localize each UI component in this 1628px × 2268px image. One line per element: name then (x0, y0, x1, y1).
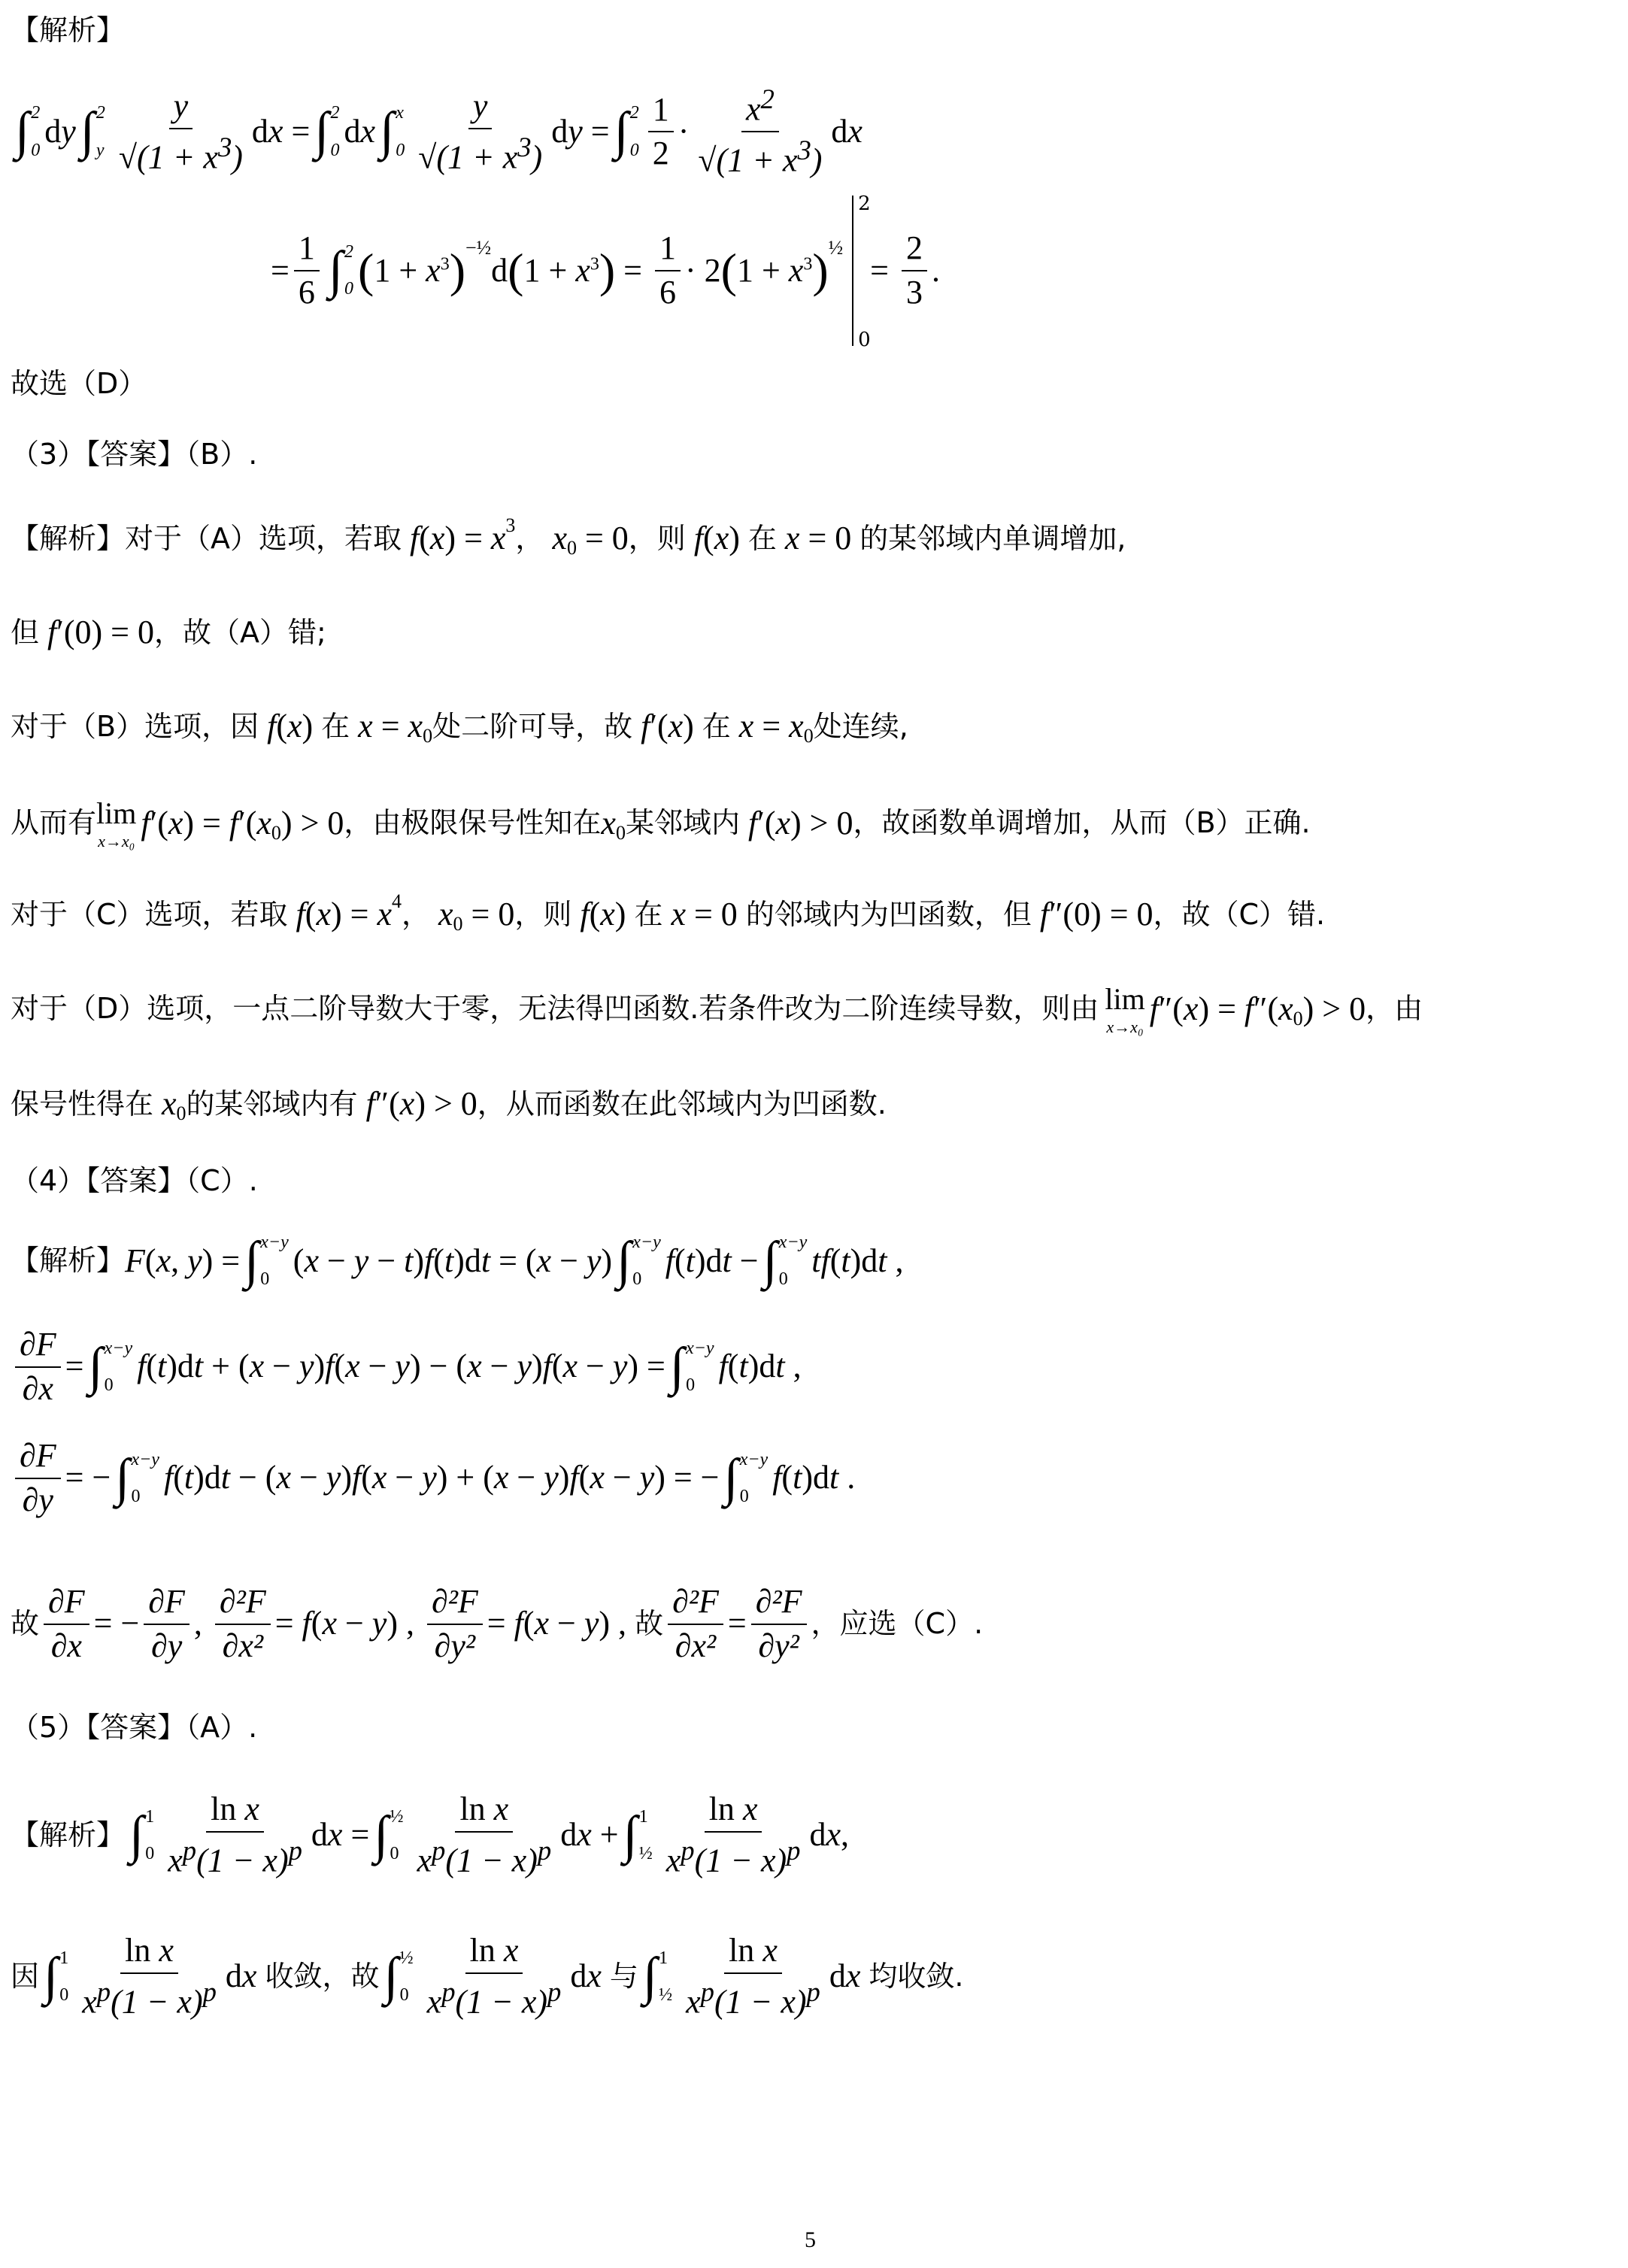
double-integral-equation: ∫ 2 0 dy ∫ 2 y $\frac{y}{√(1 + x^3)}$ dx = ∫ 2 0 dx ∫ x 0 $\frac{y}{√(1 + x^3)}$ dy = ∫ 2 0 $\frac{1}{2}$ · $\frac{x^2}{√(1 + x^3)}$ dx (15, 83, 863, 180)
q3-analysis-line-2: 但 f ′(0) = 0 ，故（A）错; (11, 614, 326, 650)
q3-analysis-line-5: 对于（C）选项，若取 f (x) = x 4 ， x 0 = 0 ，则 f (x) 在 x = 0 的邻域内为凹函数，但 f ″(0) = 0 ，故（C）错. (11, 890, 1326, 935)
answer-q3: （3）【答案】（B）. (11, 438, 258, 471)
answer-q5: （5）【答案】（A）. (11, 1711, 258, 1744)
q4-analysis-line-1: 【解析】 F (x, y) = ∫ x−y 0 (x − y − t)f(t)dt = (x − y) ∫ x−y 0 f(t)dt − ∫ x−y 0 tf(t)dt , (11, 1232, 904, 1290)
q3-analysis-line-3: 对于（B）选项，因 f (x) 在 x = x 0 处二阶可导，故 f ′(x) 在 x = x 0 处连续, (11, 708, 908, 747)
q3-analysis-line-1: 【解析】对于（A）选项，若取 f (x) = x 3 ， x 0 = 0 ，则 f (x) 在 x = 0 的某邻域内单调增加, (11, 514, 1126, 559)
analysis-heading: 【解析】 (11, 14, 126, 47)
q4-partial-y: $\frac{\partial F}{\partial y}$ = − ∫ x−y 0 f(t)dt − (x − y)f(x − y) + (x − y)f(x − y) = − ∫ x−y 0 f(t)dt . (11, 1436, 855, 1521)
q3-analysis-line-7: 保号性得在 x 0 的某邻域内有 f ″(x) > 0 ，从而函数在此邻域内为凹函数. (11, 1085, 887, 1124)
q5-analysis-line-1: 【解析】 ∫ 1 0 $\frac{\text{ln x}}{x^p(1 - x)^p}$ dx = ∫ ½ 0 $\frac{\text{ln x}}{x^p(1 - x)^p}$ dx + ∫ 1 ½ $\frac{\text{ln x}}{x^p(1 - x)^p}$ dx, (11, 1790, 849, 1879)
q3-analysis-line-4: 从而有 lim x→x₀ f ′(x) = f′(x 0 ) > 0 ，由极限保号性知在 x 0 某邻域内 f ′(x) > 0 ，故函数单调增加，从而（B）正确. (11, 796, 1311, 850)
page-number: 5 (805, 2227, 816, 2252)
substitution-equation: = $\frac{1}{6}$ ∫ 2 0 ( $1 + x^3$ ) −½ d ( $1 + x^3$ ) = $\frac{1}{6}$ · 2 ( $1 + x^3$ ) ½ 2 0 = $\frac{2}{3}$ . (271, 193, 940, 351)
conclusion-q2: 故选（D） (11, 367, 147, 400)
answer-q4: （4）【答案】（C）. (11, 1164, 258, 1197)
q4-partial-x: $\frac{\partial F}{\partial x}$ = ∫ x−y 0 f(t)dt + (x − y)f(x − y) − (x − y)f(x − y) = ∫ x−y 0 f(t)dt , (11, 1325, 802, 1409)
q3-analysis-line-6: 对于（D）选项，一点二阶导数大于零，无法得凹函数.若条件改为二阶连续导数，则由 lim x→x₀ f ″(x) = f″(x 0 ) > 0 ，由 (11, 982, 1423, 1036)
q5-analysis-line-2: 因 ∫ 1 0 $\frac{\text{ln x}}{x^p(1 - x)^p}$ dx 收敛，故 ∫ ½ 0 $\frac{\text{ln x}}{x^p(1 - x)^p}$ dx 与 ∫ 1 ½ $\frac{\text{ln x}}{x^p(1 - x)^p}$ dx 均收敛. (11, 1932, 964, 2021)
q4-conclusion: 故 $\frac{\partial F}{\partial x}$ = − $\frac{\partial F}{\partial y}$ , $\frac{\text{∂²F}}{\text{∂x²}}$ = f(x − y) , $\frac{\text{∂²F}}{\text{∂y²}}$ = f(x − y) , 故 $\frac{\text{∂²F}}{\text{∂x²}}$ = $\frac{\text{∂²F}}{\text{∂y²}}$ ，应选（C）. (11, 1583, 984, 1664)
